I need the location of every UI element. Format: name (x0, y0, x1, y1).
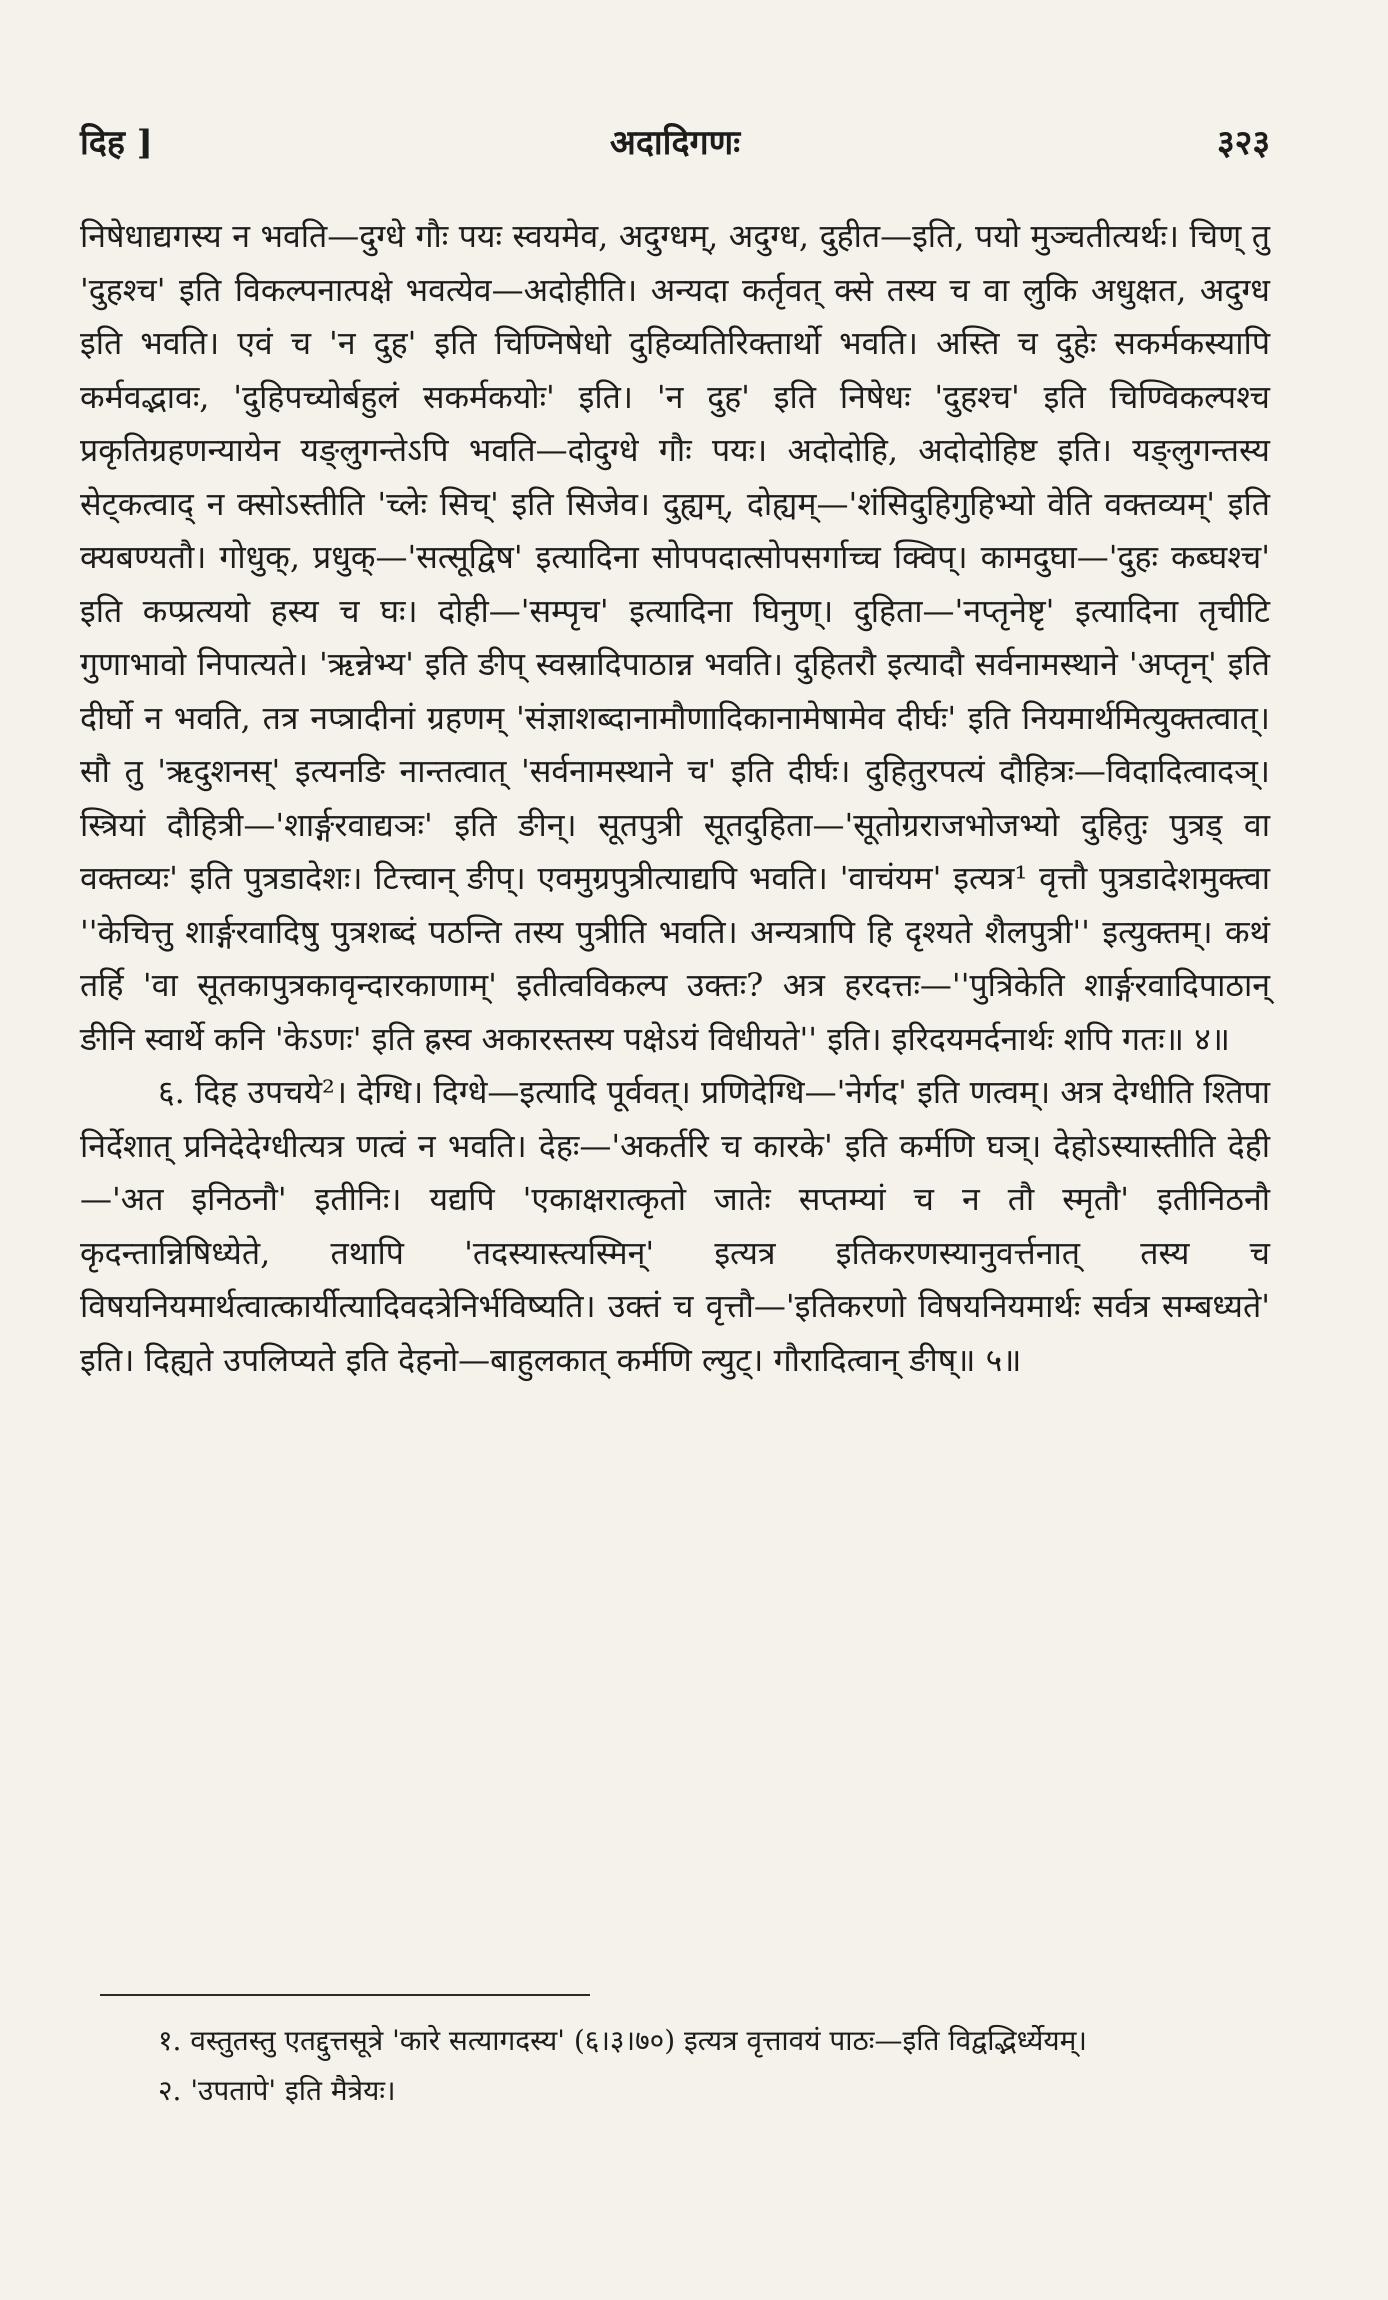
header-left: दिह ] (80, 123, 153, 163)
main-text (80, 210, 1270, 1387)
footnote-divider (100, 1994, 590, 1996)
running-header (80, 118, 1270, 178)
header-title: अदादिगणः (609, 123, 741, 163)
footnotes (80, 2016, 1270, 2116)
page-number: ३२३ (1216, 123, 1270, 163)
footnote-2: २. 'उपतापे' इति मैत्रेयः। (158, 2074, 396, 2107)
paragraph-2: ६. दिह उपचये²। देग्धि। दिग्धे—इत्यादि पूर्ववत्। प्रणिदेग्धि—'नेर्गद' इति णत्वम्। अत्र देग्धीति श्तिपा निर्देशात् प्रनिदेदेग्धीत्यत्र णत्वं न भवति। देहः—'अकर्तरि च कारके' इति कर्मणि घञ्। देहोऽस्यास्तीति देही—'अत इनिठनौ' इतीनिः। यद्यपि 'एकाक्षरात्कृतो जातेः सप्तम्यां च न तौ स्मृतौ' इतीनिठनौ कृदन्तान्निषिध्येते, तथापि 'तदस्यास्त्यस्मिन्' इत्यत्र इतिकरणस्यानुवर्त्तनात् तस्य च विषयनियमार्थत्वात्कार्यीत्यादिवदत्रेनिर्भविष्यति। उक्तं च वृत्तौ—'इतिकरणो विषयनियमार्थः सर्वत्र सम्बध्यते' इति। दिह्यते उपलिप्यते इति देहनो—बाहुलकात् कर्मणि ल्युट्। गौरादित्वान् ङीष्॥ ५॥ (80, 1073, 1270, 1379)
footnote-1: १. वस्तुतस्तु एतद्दुत्तसूत्रे 'कारे सत्यागदस्य' (६।३।७०) इत्यत्र वृत्तावयं पाठः—इति विद्वद्भिर्ध्येयम्। (158, 2024, 1087, 2057)
paragraph-1: निषेधाद्यगस्य न भवति—दुग्धे गौः पयः स्वयमेव, अदुग्धम्, अदुग्ध, दुहीत—इति, पयो मुञ्चतीत्यर्थः। चिण् तु 'दुहश्च' इति विकल्पनात्पक्षे भवत्येव—अदोहीति। अन्यदा कर्तृवत् क्से तस्य च वा लुकि अधुक्षत, अदुग्ध इति भवति। एवं च 'न दुह' इति चिण्निषेधो दुहिव्यतिरिक्तार्थो भवति। अस्ति च दुहेः सकर्मकस्यापि कर्मवद्भावः, 'दुहिपच्योर्बहुलं सकर्मकयोः' इति। 'न दुह' इति निषेधः 'दुहश्च' इति चिण्विकल्पश्च प्रकृतिग्रहणन्यायेन यङ्लुगन्तेऽपि भवति—दोदुग्धे गौः पयः। अदोदोहि, अदोदोहिष्ट इति। यङ्लुगन्तस्य सेट्कत्वाद् न क्सोऽस्तीति 'च्लेः सिच्' इति सिजेव। दुह्यम्, दोह्यम्—'शंसिदुहिगुहिभ्यो वेति वक्तव्यम्' इति क्यबण्यतौ। गोधुक्, प्रधुक्—'सत्सूद्विष' इत्यादिना सोपपदात्सोपसर्गाच्च क्विप्। कामदुघा—'दुहः कब्घश्च' इति कप्प्रत्ययो हस्य च घः। दोही—'सम्पृच' इत्यादिना घिनुण्। दुहिता—'नप्तृनेष्टृ' इत्यादिना तृचीटि गुणाभावो निपात्यते। 'ऋन्नेभ्य' इति ङीप् स्वस्रादिपाठान्न भवति। दुहितरौ इत्यादौ सर्वनामस्थाने 'अप्तृन्' इति दीर्घो न भवति, तत्र नप्त्रादीनां ग्रहणम् 'संज्ञाशब्दानामौणादिकानामेषामेव दीर्घः' इति नियमार्थमित्युक्तत्वात्। सौ तु 'ऋदुशनस्' इत्यनङि नान्तत्वात् 'सर्वनामस्थाने च' इति दीर्घः। दुहितुरपत्यं दौहित्रः—विदादित्वादञ्। स्त्रियां दौहित्री—'शार्ङ्गरवाद्यञः' इति ङीन्। सूतपुत्री सूतदुहिता—'सूतोग्रराजभोजभ्यो दुहितुः पुत्रड् वा वक्तव्यः' इति पुत्रडादेशः। टित्त्वान् ङीप्। एवमुग्रपुत्रीत्याद्यपि भवति। 'वाचंयम' इत्यत्र¹ वृत्तौ पुत्रडादेशमुक्त्वा ''केचित्तु शार्ङ्गरवादिषु पुत्रशब्दं पठन्ति तस्य पुत्रीति भवति। अन्यत्रापि हि दृश्यते शैलपुत्री'' इत्युक्तम्। कथं तर्हि 'वा सूतकापुत्रकावृन्दारकाणाम्' इतीत्वविकल्प उक्तः? अत्र हरदत्तः—''पुत्रिकेति शार्ङ्गरवादिपाठान् ङीनि स्वार्थे कनि 'केऽणः' इति ह्रस्व अकारस्तस्य पक्षेऽयं विधीयते'' इति। इरिदयमर्दनार्थः शपि गतः॥ ४॥ (80, 217, 1270, 1058)
